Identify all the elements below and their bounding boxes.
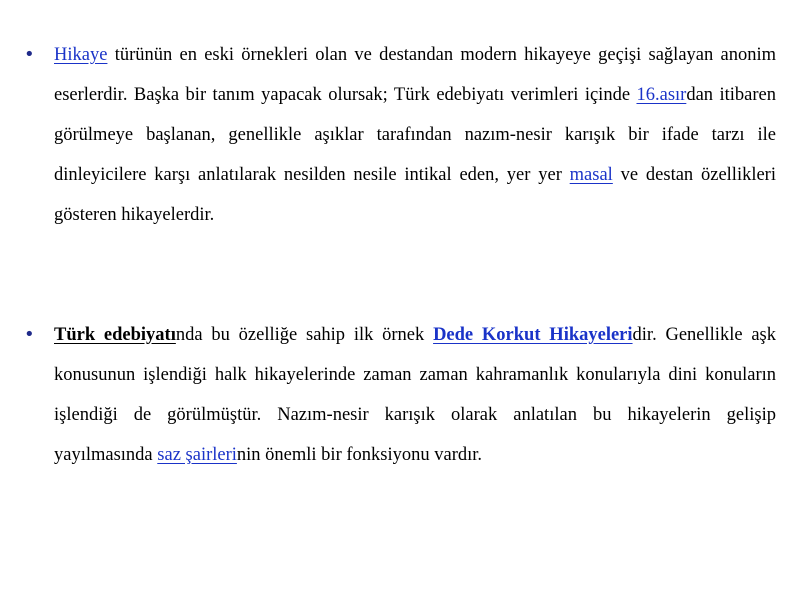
- link-masal[interactable]: masal: [569, 165, 613, 185]
- bullet-icon: •: [24, 324, 35, 345]
- paragraph-1-text-2: dan itibaren görülmeye başlanan, genellikle aşıklar tarafından nazım-nesir karışık bir ifade tarzı ile dinleyicilere karşı anlatılarak nesilden nesile intikal eden, yer yer: [54, 85, 776, 185]
- link-16-asir[interactable]: 16.asır: [636, 85, 687, 105]
- paragraph-2-text-2: dir. Genellikle aşk konusunun işlendiği halk hikayelerinde zaman zaman kahramanlık konularıyla dini konuların işlendiği de görülmüştür. Nazım-nesir karışık olarak anlatılan bu hikayelerin gelişip yayılmasında: [54, 325, 776, 465]
- link-turk-edebiyati[interactable]: Türk edebiyatı: [54, 325, 176, 345]
- paragraph-1-text-3: ve destan özellikleri gösteren hikayelerdir.: [54, 165, 776, 225]
- link-saz-sairleri[interactable]: saz şairleri: [157, 445, 237, 465]
- link-hikaye[interactable]: Hikaye: [54, 45, 108, 65]
- bullet-paragraph-1: [24, 35, 776, 235]
- bullet-icon: •: [24, 44, 35, 65]
- paragraph-2-text-3: nin önemli bir fonksiyonu vardır.: [236, 445, 483, 465]
- paragraph-1-text-1: türünün en eski örnekleri olan ve destandan modern hikayeye geçişi sağlayan anonim eserlerdir. Başka bir tanım yapacak olursak; Türk edebiyatı verimleri içinde: [54, 45, 776, 105]
- paragraph-2-text-1: nda bu özelliğe sahip ilk örnek: [175, 325, 434, 345]
- link-dede-korkut-hikayeleri[interactable]: Dede Korkut Hikayeleri: [433, 325, 633, 345]
- bullet-paragraph-2: [24, 315, 776, 475]
